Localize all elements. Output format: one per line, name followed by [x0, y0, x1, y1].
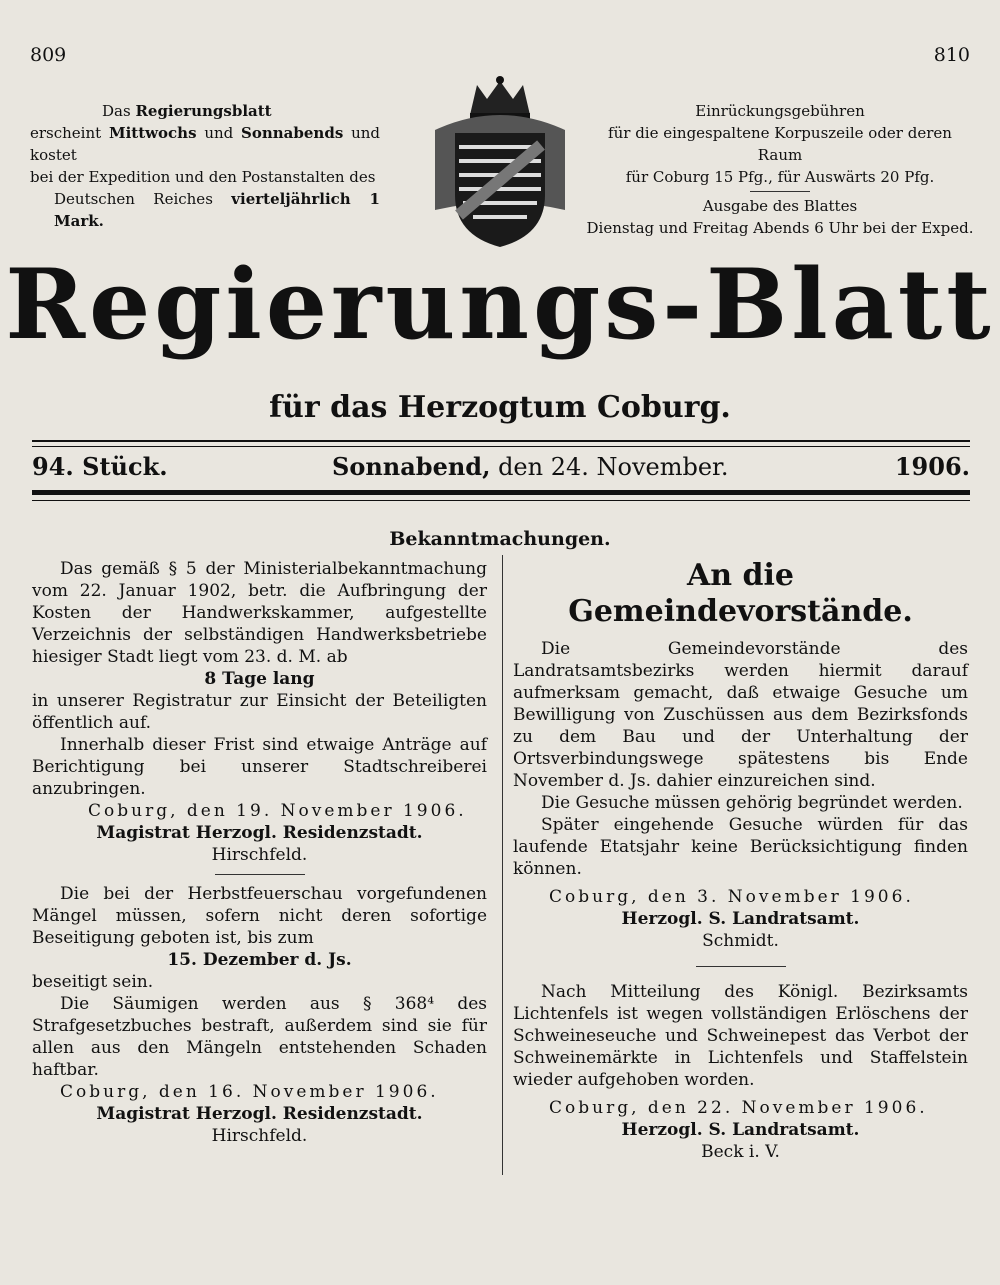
notice-paragraph: Später eingehende Gesuche würden für das laufende Etatsjahr keine Berücksichtigung finden können. — [513, 815, 968, 879]
fee-info: Einrückungsgebühren für die eingespaltene Korpuszeile oder deren Raum für Coburg 15 Pfg., für Auswärts 20 Pfg. Ausgabe des Blattes Dienstag und Freitag Abends 6 Uhr bei der Exped. — [586, 102, 974, 237]
left-column — [32, 558, 487, 1147]
notice-paragraph: Die Gemeindevorstände des Landratsamtsbezirks werden hiermit darauf aufmerksam gemacht, daß etwaige Gesuche um Bewilligung von Zuschüssen aus dem Bezirksfonds zu dem Bau und der Unterhaltung der Ortsverbindungswege spätestens bis Ende November d. Js. dahier einzureichen sind. — [513, 639, 968, 791]
divider — [215, 874, 305, 875]
issue-date: Sonnabend, den 24. November. — [332, 452, 729, 481]
place-date: Coburg, den 22. November 1906. — [549, 1098, 928, 1118]
subscription-info: Das Regierungsblatt erscheint Mittwochs und Sonnabends und kostet bei der Expedition und den Postanstalten des Deutschen Reiches vierteljährlich 1 Mark. — [30, 102, 380, 230]
section-title: Bekanntmachungen. — [389, 528, 611, 550]
notice-paragraph: Die bei der Herbstfeuerschau vorgefundenen Mängel müssen, sofern nicht deren sofortige Beseitigung geboten ist, bis zum — [32, 884, 487, 948]
column-divider — [502, 555, 503, 1175]
rule — [32, 440, 970, 442]
rule — [32, 446, 970, 447]
rule — [32, 500, 970, 501]
signer: Schmidt. — [702, 931, 779, 951]
notice-paragraph: Die Säumigen werden aus § 368⁴ des Strafgesetzbuches bestraft, außerdem sind sie für allen aus den Mängeln entstehenden Schaden haftbar. — [32, 994, 487, 1080]
issuing-authority: Magistrat Herzogl. Residenzstadt. — [96, 1104, 423, 1124]
issuing-authority: Herzogl. S. Landratsamt. — [621, 909, 860, 929]
signer: Beck i. V. — [701, 1142, 780, 1162]
issuing-authority: Magistrat Herzogl. Residenzstadt. — [96, 823, 423, 843]
place-date: Coburg, den 19. November 1906. — [88, 801, 467, 821]
notice-paragraph: Innerhalb dieser Frist sind etwaige Anträge auf Berichtigung bei unserer Stadtschreiberei anzubringen. — [32, 735, 487, 799]
issuing-authority: Herzogl. S. Landratsamt. — [621, 1120, 860, 1140]
issue-year: 1906. — [894, 452, 970, 481]
divider — [750, 191, 810, 192]
notice-paragraph: Die Gesuche müssen gehörig begründet werden. — [541, 793, 963, 813]
issue-number: 94. Stück. — [32, 452, 168, 481]
issue-line — [32, 452, 970, 486]
signer: Hirschfeld. — [211, 1126, 308, 1146]
signer: Hirschfeld. — [211, 845, 308, 865]
place-date: Coburg, den 16. November 1906. — [60, 1082, 439, 1102]
place-date: Coburg, den 3. November 1906. — [549, 887, 914, 907]
emphasis-line: 15. Dezember d. Js. — [167, 950, 352, 970]
notice-paragraph: Nach Mitteilung des Königl. Bezirksamts Lichtenfels ist wegen vollständigen Erlöschens der Schweineseuche und Schweinepest das Verbot der Schweinemärkte in Lichtenfels und Staffelstein wieder aufgehoben worden. — [513, 982, 968, 1090]
page-number-left: 809 — [30, 44, 67, 66]
right-column — [513, 558, 968, 1163]
notice-heading: An die Gemeindevorstände. — [568, 558, 913, 629]
rule — [32, 490, 970, 495]
page-number-right: 810 — [933, 44, 970, 66]
emphasis-line: 8 Tage lang — [204, 669, 315, 689]
divider — [696, 966, 786, 967]
masthead-title: Regierungs-Blatt — [5, 248, 995, 361]
notice-paragraph: in unserer Registratur zur Einsicht der Beteiligten öffentlich auf. — [32, 691, 487, 733]
notice-paragraph: beseitigt sein. — [32, 972, 154, 992]
coat-of-arms-crest — [425, 75, 575, 250]
notice-paragraph: Das gemäß § 5 der Ministerialbekanntmachung vom 22. Januar 1902, betr. die Aufbringung der Kosten der Handwerkskammer, aufgestellte Verzeichnis der selbständigen Handwerksbetriebe hiesiger Stadt liegt vom 23. d. M. ab — [32, 559, 487, 667]
masthead-subtitle: für das Herzogtum Coburg. — [269, 390, 731, 425]
